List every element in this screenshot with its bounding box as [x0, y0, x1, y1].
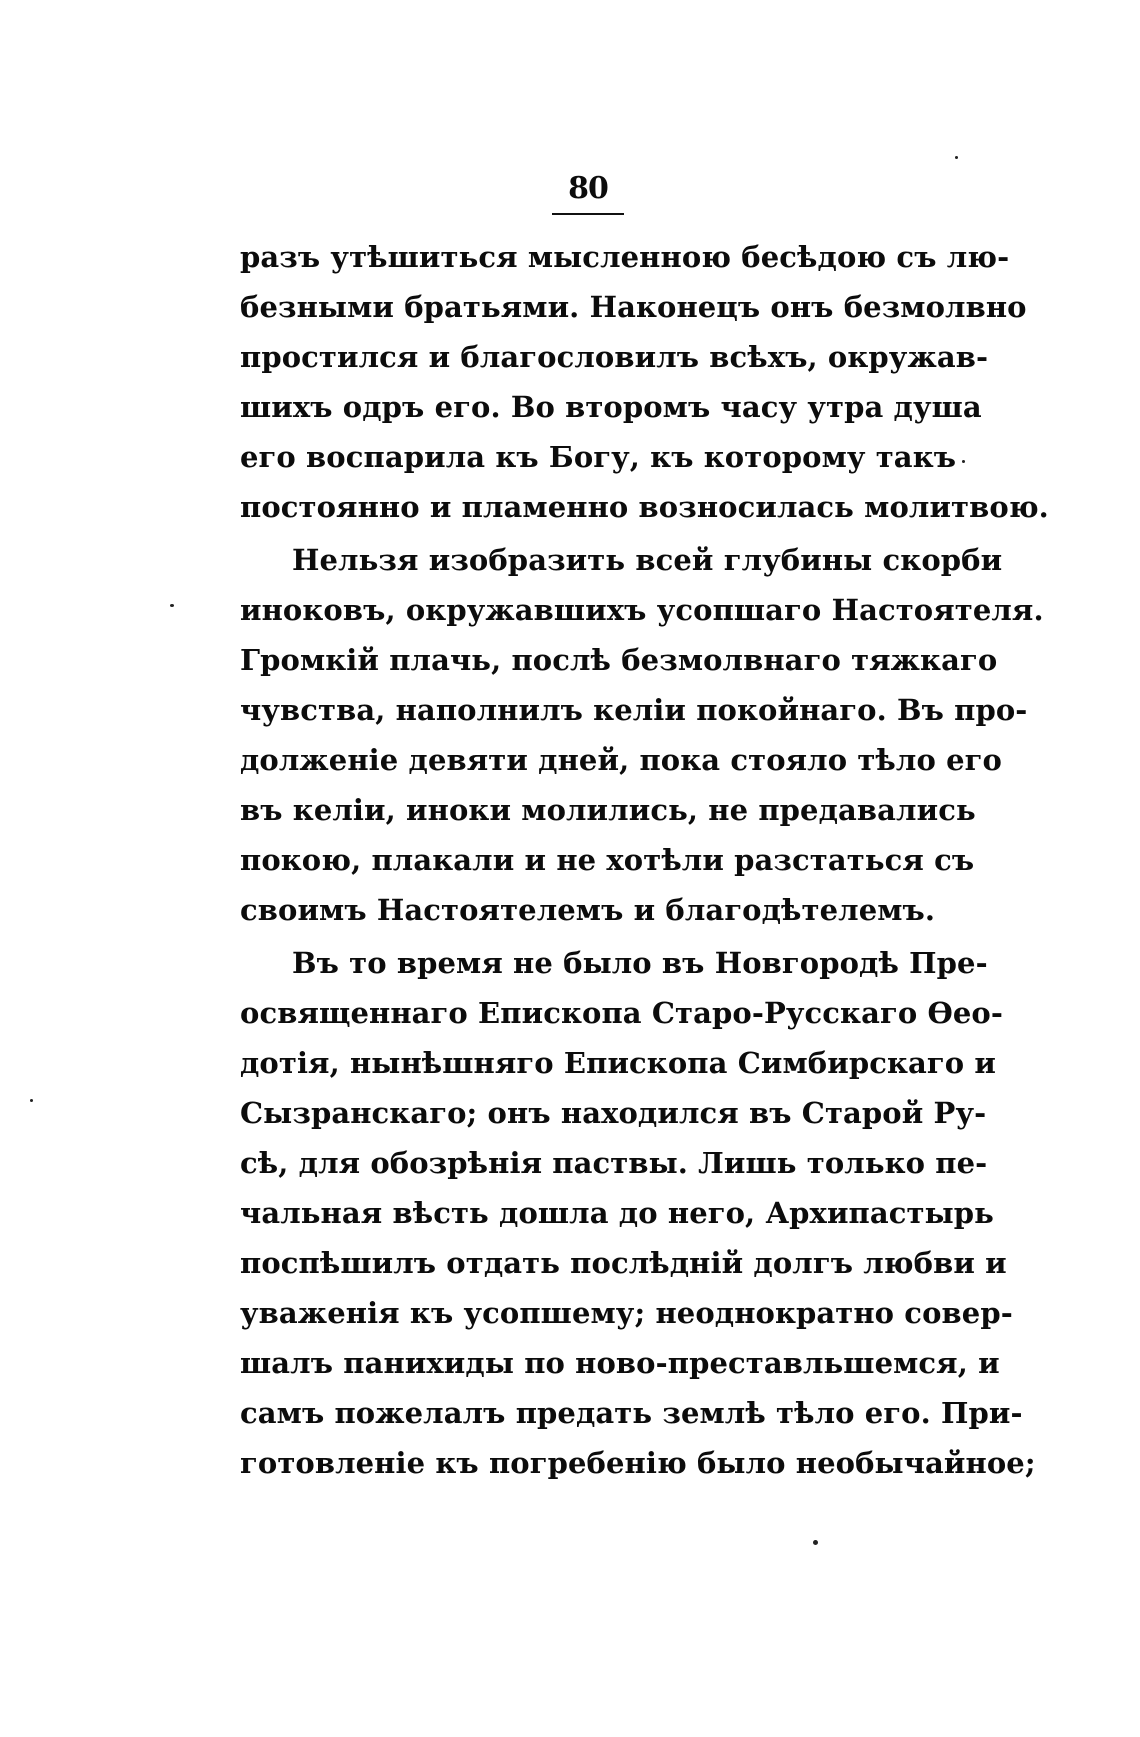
page-number-rule — [552, 213, 624, 215]
scan-speck — [955, 156, 958, 159]
text-line: чальная вѣсть дошла до него, Архипастырь — [240, 1196, 994, 1230]
paragraph-1 — [240, 232, 1049, 532]
text-line: постоянно и пламенно возносилась молитвою. — [240, 490, 1049, 524]
text-line: въ келіи, иноки молились, не предавались — [240, 793, 976, 827]
text-line: поспѣшилъ отдать послѣдній долгъ любви и — [240, 1246, 1007, 1280]
scan-speck — [30, 1099, 33, 1102]
scan-speck — [813, 1540, 818, 1545]
text-line: сѣ, для обозрѣнія паствы. Лишь только пе- — [240, 1146, 988, 1180]
scan-speck — [962, 460, 965, 463]
text-line: своимъ Настоятелемъ и благодѣтелемъ. — [240, 893, 936, 927]
text-line: его воспарила къ Богу, къ которому такъ — [240, 440, 957, 474]
text-line: разъ утѣшиться мысленною бесѣдою съ лю- — [240, 240, 1010, 274]
body-text — [240, 232, 1049, 1488]
text-line: чувства, наполнилъ келіи покойнаго. Въ про- — [240, 693, 1028, 727]
text-line: освященнаго Епископа Старо-Русскаго Ѳео- — [240, 996, 1003, 1030]
text-line: Въ то время не было въ Новгородѣ Пре- — [292, 946, 988, 980]
text-line: покою, плакали и не хотѣли разстаться съ — [240, 843, 975, 877]
text-line: готовленіе къ погребенію было необычайное; — [240, 1446, 1036, 1480]
scan-speck — [170, 604, 174, 607]
text-line: шихъ одръ его. Во второмъ часу утра душа — [240, 390, 982, 424]
paragraph-2 — [240, 535, 1044, 935]
text-line: безными братьями. Наконецъ онъ безмолвно — [240, 290, 1027, 324]
page-number: 80 — [568, 171, 608, 206]
text-line: иноковъ, окружавшихъ усопшаго Настоятеля. — [240, 593, 1044, 627]
text-line: уваженія къ усопшему; неоднократно совер- — [240, 1296, 1013, 1330]
text-line: Сызранскаго; онъ находился въ Старой Ру- — [240, 1096, 987, 1130]
text-line: долженіе девяти дней, пока стояло тѣло его — [240, 743, 1002, 777]
text-line: дотія, нынѣшняго Епископа Симбирскаго и — [240, 1046, 997, 1080]
text-line: шалъ панихиды по ново-преставльшемся, и — [240, 1346, 1000, 1380]
text-line: простился и благословилъ всѣхъ, окружав- — [240, 340, 989, 374]
text-line: Громкій плачь, послѣ безмолвнаго тяжкаго — [240, 643, 998, 677]
paragraph-3 — [240, 938, 1036, 1488]
text-line: Нельзя изобразить всей глубины скорби — [292, 543, 1003, 577]
text-line: самъ пожелалъ предать землѣ тѣло его. При- — [240, 1396, 1023, 1430]
